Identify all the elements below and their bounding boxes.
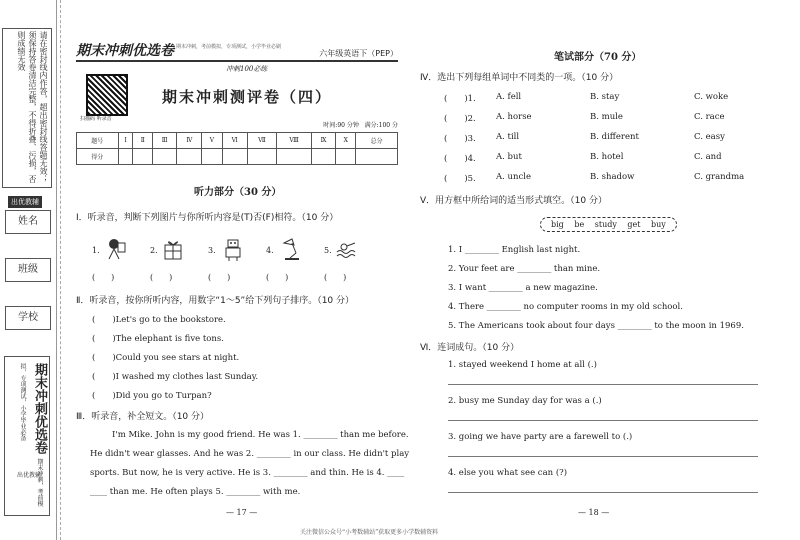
- sidebar-brand-text: 期末冲刺优选卷: [32, 363, 47, 454]
- choice-no[interactable]: ( )3.: [444, 134, 476, 144]
- choice-no[interactable]: ( )2.: [444, 114, 476, 124]
- choice-a: A. till: [496, 132, 520, 142]
- pic-number-2: 2.: [150, 246, 158, 255]
- score-input-cell[interactable]: [247, 149, 277, 165]
- cut-line: [60, 0, 61, 540]
- score-input-cell[interactable]: [133, 149, 153, 165]
- sort-item[interactable]: ( )I washed my clothes last Sunday.: [92, 372, 259, 382]
- desk-lamp-icon: [280, 237, 302, 261]
- passage-line: sports. But now, he is very active. He is 3. ________ and thin. He is 4. ____: [90, 468, 405, 478]
- score-cell: Ⅶ: [247, 133, 277, 149]
- fill-item[interactable]: 5. The Americans took about four days ________ to the moon in 1969.: [448, 321, 744, 331]
- section-6-heading: Ⅵ．连词成句。（10 分）: [420, 343, 520, 353]
- written-title: 笔试部分（70 分）: [554, 52, 642, 63]
- score-cell: Ⅹ: [336, 133, 356, 149]
- score-input-cell[interactable]: [222, 149, 247, 165]
- score-cell: Ⅷ: [277, 133, 311, 149]
- footer-note: 关注微信公众号“小考数辅站”获取更多小学数辅资料: [300, 529, 439, 536]
- sort-item[interactable]: ( )Could you see stars at night.: [92, 353, 240, 363]
- answer-paren-5[interactable]: ( ): [324, 273, 347, 282]
- binding-sidebar: [0, 0, 57, 540]
- choice-b: B. stay: [590, 92, 620, 102]
- exam-info: [323, 120, 398, 129]
- sidebar-badge: 出优教辅: [8, 196, 42, 208]
- word-box: big be study get buy: [540, 217, 677, 232]
- score-cell: Ⅲ: [153, 133, 177, 149]
- page-left: [76, 40, 410, 520]
- choice-no[interactable]: ( )1.: [444, 94, 476, 104]
- reorder-item: 3. going we have party are a farewell to (.): [448, 432, 633, 442]
- score-input-cell[interactable]: [336, 149, 356, 165]
- boy-reading-icon: [104, 237, 126, 261]
- score-cell: Ⅰ: [118, 133, 133, 149]
- sidebar-notes: 请在密封线内作答，超出密封线答题无效；须保持答卷清洁完整，不得折叠、污损，否则成绩无效: [2, 28, 52, 188]
- score-cell: Ⅱ: [133, 133, 153, 149]
- exam-title: 期末冲刺测评卷（四）: [162, 88, 333, 106]
- gift-box-icon: [162, 237, 184, 261]
- sidebar-brand: [4, 356, 50, 516]
- score-table: [76, 132, 398, 165]
- score-cell: Ⅴ: [202, 133, 222, 149]
- score-cell: Ⅸ: [311, 133, 335, 149]
- class-label: 班级: [5, 258, 51, 282]
- exam-time: 时间:90 分钟: [323, 122, 359, 129]
- score-cell: 总分: [356, 133, 398, 149]
- listening-title: 听力部分（30 分）: [194, 187, 282, 198]
- score-cell: Ⅳ: [177, 133, 202, 149]
- pic-number-4: 4.: [266, 246, 274, 255]
- passage-line: ____ than me. He often plays 5. ________ with me.: [90, 487, 301, 497]
- fill-item[interactable]: 3. I want ________ a new magazine.: [448, 283, 598, 293]
- swimming-icon: [336, 237, 358, 261]
- answer-line[interactable]: [448, 492, 758, 493]
- score-table-score-row: [77, 149, 398, 165]
- answer-line[interactable]: [448, 456, 758, 457]
- brand-logo: 期末冲刺优选卷: [76, 43, 174, 59]
- section-5-heading: Ⅴ．用方框中所给词的适当形式填空。（10 分）: [420, 196, 607, 206]
- choice-a: A. uncle: [496, 172, 532, 182]
- section-2-heading: Ⅱ．听录音，按你所听内容，用数字“1～5”给下列句子排序。（10 分）: [76, 296, 355, 306]
- fill-item[interactable]: 2. Your feet are ________ than mine.: [448, 264, 601, 274]
- choice-a: A. horse: [496, 112, 532, 122]
- slogan: 冲刺100必练: [226, 65, 268, 73]
- fill-item[interactable]: 1. I ________ English last night.: [448, 245, 581, 255]
- score-input-cell[interactable]: [311, 149, 335, 165]
- answer-paren-2[interactable]: ( ): [150, 273, 173, 282]
- choice-b: B. shadow: [590, 172, 635, 182]
- choice-c: C. and: [694, 152, 722, 162]
- pic-number-1: 1.: [92, 246, 100, 255]
- score-input-cell[interactable]: [153, 149, 177, 165]
- reorder-item: 2. busy me Sunday day for was a (.): [448, 396, 602, 406]
- choice-c: C. grandma: [694, 172, 745, 182]
- answer-paren-1[interactable]: ( ): [92, 273, 115, 282]
- choice-b: B. different: [590, 132, 639, 142]
- name-label: 姓名: [5, 210, 51, 234]
- choice-b: B. hotel: [590, 152, 624, 162]
- section-4-heading: Ⅳ．选出下列每组单词中不同类的一项。（10 分）: [420, 73, 619, 83]
- choice-c: C. woke: [694, 92, 729, 102]
- score-cell: 题号: [77, 133, 119, 149]
- sort-item[interactable]: ( )The elephant is five tons.: [92, 334, 224, 344]
- choice-no[interactable]: ( )4.: [444, 154, 476, 164]
- section-1-heading: Ⅰ．听录音，判断下列图片与你所听内容是(T)否(F)相符。（10 分）: [76, 213, 339, 223]
- passage-line: He didn't wear glasses. And he was 2. ________ in our class. He didn't play: [90, 449, 410, 459]
- passage-line: I'm Mike. John is my good friend. He was 1. ________ than me before.: [112, 430, 409, 440]
- section-3-heading: Ⅲ．听录音，补全短文。（10 分）: [76, 412, 210, 422]
- robot-icon: [222, 237, 244, 261]
- score-input-cell[interactable]: [277, 149, 311, 165]
- answer-line[interactable]: [448, 384, 758, 385]
- score-cell: Ⅵ: [222, 133, 247, 149]
- header-rule: [76, 60, 398, 62]
- choice-a: A. fell: [496, 92, 522, 102]
- school-label: 学校: [5, 306, 51, 330]
- page-number-left: — 17 —: [226, 508, 258, 517]
- choice-a: A. but: [496, 152, 522, 162]
- pic-number-3: 3.: [208, 246, 216, 255]
- page-number-right: — 18 —: [578, 508, 610, 517]
- score-input-cell[interactable]: [177, 149, 202, 165]
- pic-number-5: 5.: [324, 246, 332, 255]
- sidebar-brand-sub: 期末冲刺，考前模拟，专项测试，小学毕业必备: [19, 363, 43, 507]
- sidebar-publisher: 出优教辅: [16, 472, 41, 479]
- choice-no[interactable]: ( )5.: [444, 174, 476, 184]
- choice-c: C. easy: [694, 132, 725, 142]
- sort-item[interactable]: ( )Did you go to Turpan?: [92, 391, 212, 401]
- exam-full-score: 满分:100 分: [364, 122, 398, 129]
- answer-paren-3[interactable]: ( ): [208, 273, 231, 282]
- reorder-item: 1. stayed weekend I home at all (.): [448, 360, 597, 370]
- answer-line[interactable]: [448, 420, 758, 421]
- score-row-label: 得分: [77, 149, 119, 165]
- score-input-cell[interactable]: [202, 149, 222, 165]
- score-input-cell[interactable]: [356, 149, 398, 165]
- score-input-cell[interactable]: [118, 149, 133, 165]
- qr-caption: 扫描码 听录音: [80, 116, 112, 122]
- reorder-item: 4. else you what see can (?): [448, 468, 568, 478]
- page-right: [420, 40, 775, 520]
- grade-label: 六年级英语下（PEP）: [319, 49, 398, 58]
- score-table-header-row: [77, 133, 398, 149]
- brand-subtitle: 期末冲刺，考前模拟，专项测试，小学毕业必刷: [176, 44, 282, 50]
- qr-code-icon: [86, 74, 128, 116]
- choice-c: C. race: [694, 112, 725, 122]
- choice-b: B. mule: [590, 112, 623, 122]
- answer-paren-4[interactable]: ( ): [266, 273, 289, 282]
- fill-item[interactable]: 4. There ________ no computer rooms in my old school.: [448, 302, 683, 312]
- sort-item[interactable]: ( )Let's go to the bookstore.: [92, 315, 226, 325]
